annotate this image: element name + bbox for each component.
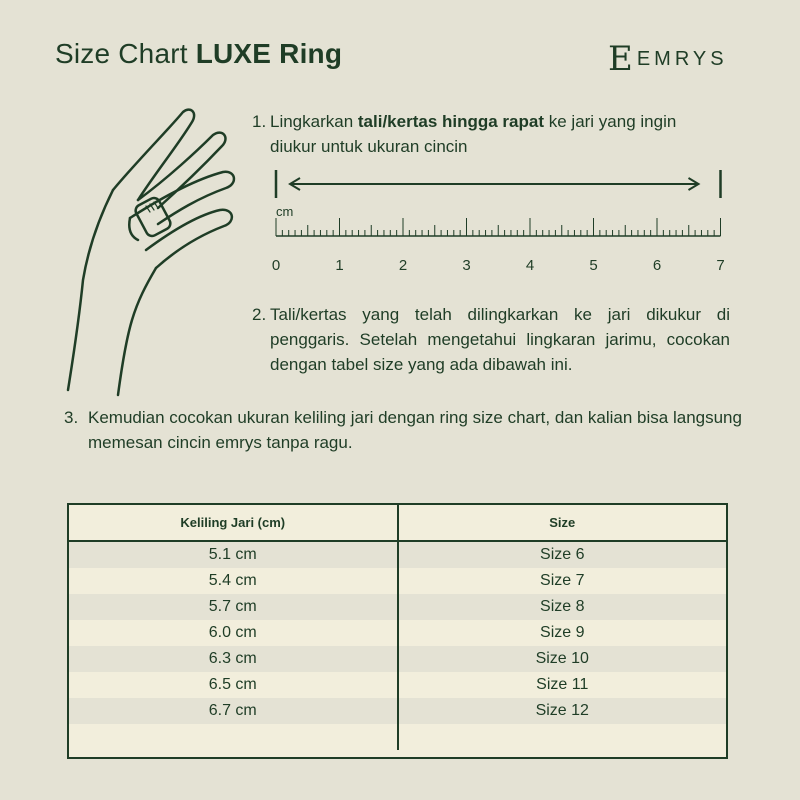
cell-circumference: 6.5 cm	[208, 676, 257, 693]
cell-size: Size 6	[397, 542, 727, 568]
step-2-text: Tali/kertas yang telah dilingkarkan ke jari dikukur di penggaris. Setelah mengetahui lingkaran jarimu, cocokan dengan tabel size yang ada dibawah ini.	[270, 305, 730, 374]
table-row	[69, 646, 726, 672]
step-1	[252, 109, 722, 159]
brand-mark: E	[608, 39, 633, 79]
cell-circumference	[69, 724, 397, 750]
ruler-tick-label: 3	[462, 257, 471, 274]
table-row	[69, 568, 726, 594]
table-row	[69, 594, 726, 620]
step-1-emphasis: tali/kertas hingga rapat	[357, 112, 545, 131]
ruler-tick-label: 4	[525, 257, 535, 274]
cell-size: Size 10	[397, 646, 727, 672]
ruler-tick-label: 6	[652, 257, 662, 274]
cell-circumference: 6.0 cm	[208, 624, 257, 641]
ruler-tick-label: 0	[271, 257, 281, 274]
title-product: LUXE Ring	[195, 38, 343, 69]
table-header	[69, 505, 726, 542]
table-row	[69, 698, 726, 724]
cell-size: Size 11	[397, 672, 727, 698]
step-number: 2.	[252, 305, 267, 324]
cell-size: Size 8	[397, 594, 727, 620]
cell-size	[397, 724, 727, 750]
cell-circumference: 5.7 cm	[208, 598, 257, 615]
ruler-unit-label: cm	[276, 204, 294, 219]
step-number: 3.	[64, 408, 79, 427]
step-number: 1.	[252, 112, 267, 131]
step-3-text: Kemudian cocokan ukuran keliling jari dengan ring size chart, dan kalian bisa langsung memesan cincin emrys tanpa ragu.	[88, 408, 742, 452]
cell-size: Size 7	[397, 568, 727, 594]
table-body	[69, 542, 726, 750]
measuring-ruler	[262, 160, 742, 280]
table-row	[69, 542, 726, 568]
ruler-tick-label: 2	[398, 257, 408, 274]
table-row	[69, 620, 726, 646]
table-row	[69, 672, 726, 698]
title-prefix: Size Chart	[55, 38, 196, 69]
column-header-size: Size	[397, 505, 727, 540]
step-2	[252, 302, 730, 377]
step-1-text-end: ke jari yang ingin diukur untuk ukuran cincin	[270, 112, 677, 156]
ruler-tick-label: 1	[335, 257, 344, 274]
step-3	[64, 405, 744, 455]
page-title	[55, 38, 342, 70]
cell-size: Size 12	[397, 698, 727, 724]
cell-circumference: 6.7 cm	[208, 702, 257, 719]
cell-circumference: 5.1 cm	[208, 546, 257, 563]
ruler-tick-label: 5	[589, 257, 598, 274]
brand-name: EMRYS	[636, 47, 728, 70]
ruler-tick-label: 7	[716, 257, 725, 274]
column-header-circumference: Keliling Jari (cm)	[180, 515, 286, 530]
cell-circumference: 5.4 cm	[208, 572, 257, 589]
ring-size-table	[67, 503, 728, 759]
brand-logo	[608, 39, 728, 79]
hand-ring-illustration	[58, 100, 238, 400]
cell-circumference: 6.3 cm	[208, 650, 257, 667]
cell-size: Size 9	[397, 620, 727, 646]
step-1-text: Lingkarkan	[270, 112, 358, 131]
table-row	[69, 724, 726, 750]
